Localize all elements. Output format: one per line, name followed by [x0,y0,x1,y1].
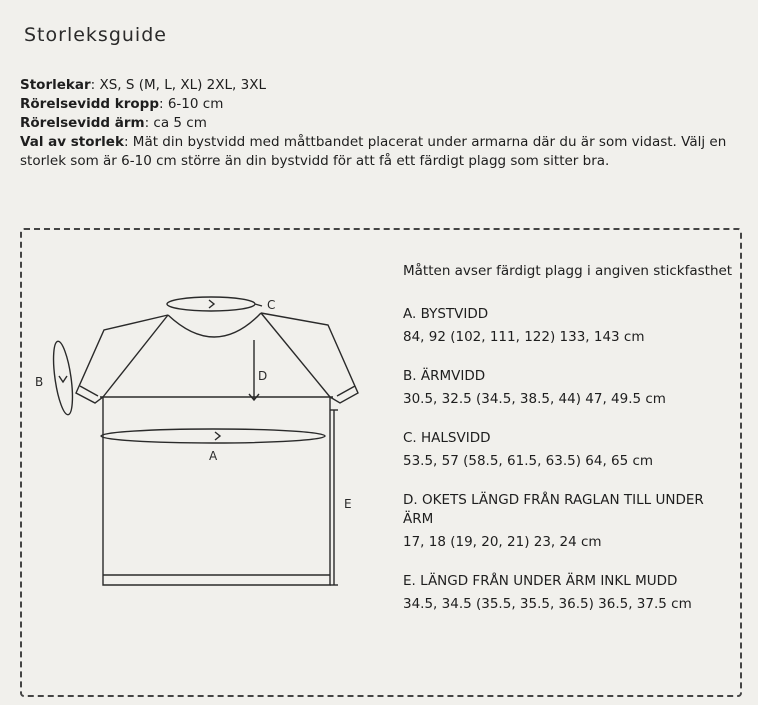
info-size-choice: Val av storlek: Mät din bystvidd med måttbandet placerat under armarna där du är som vidast. Välj en storlek som är 6-10 cm större än din bystvidd för att få ett färdigt plagg som sitter bra. [20,134,727,169]
measure-a-ellipse [101,429,325,443]
label-b: B [35,375,44,389]
label-c: C [267,298,276,312]
measure-d: D. OKETS LÄNGD FRÅN RAGLAN TILL UNDER ÄRM 17, 18 (19, 20, 21) 23, 24 cm [403,492,704,550]
measure-e: E. LÄNGD FRÅN UNDER ÄRM INKL MUDD 34.5, 34.5 (35.5, 35.5, 36.5) 36.5, 37.5 cm [403,573,692,612]
label-a: A [209,449,218,463]
measurements-list [403,262,733,634]
page-title: Storleksguide [24,24,167,46]
info-sizes: Storlekar: XS, S (M, L, XL) 2XL, 3XL [20,77,266,93]
size-info [20,76,750,171]
label-e: E [344,497,352,511]
measure-b: B. ÄRMVIDD 30.5, 32.5 (34.5, 38.5, 44) 47, 49.5 cm [403,368,666,407]
measure-a: A. BYSTVIDD 84, 92 (102, 111, 122) 133, 143 cm [403,306,645,345]
sweater-diagram [28,270,378,600]
measure-c: C. HALSVIDD 53.5, 57 (58.5, 61.5, 63.5) 64, 65 cm [403,430,654,469]
measurements-intro: Måtten avser färdigt plagg i angiven stickfasthet [403,263,733,279]
measure-c-ellipse [167,297,255,311]
info-body-ease: Rörelsevidd kropp: 6-10 cm [20,96,224,112]
measure-b-ellipse [50,340,76,416]
label-d: D [258,369,268,383]
neckline [168,313,261,337]
info-sleeve-ease: Rörelsevidd ärm: ca 5 cm [20,115,207,131]
